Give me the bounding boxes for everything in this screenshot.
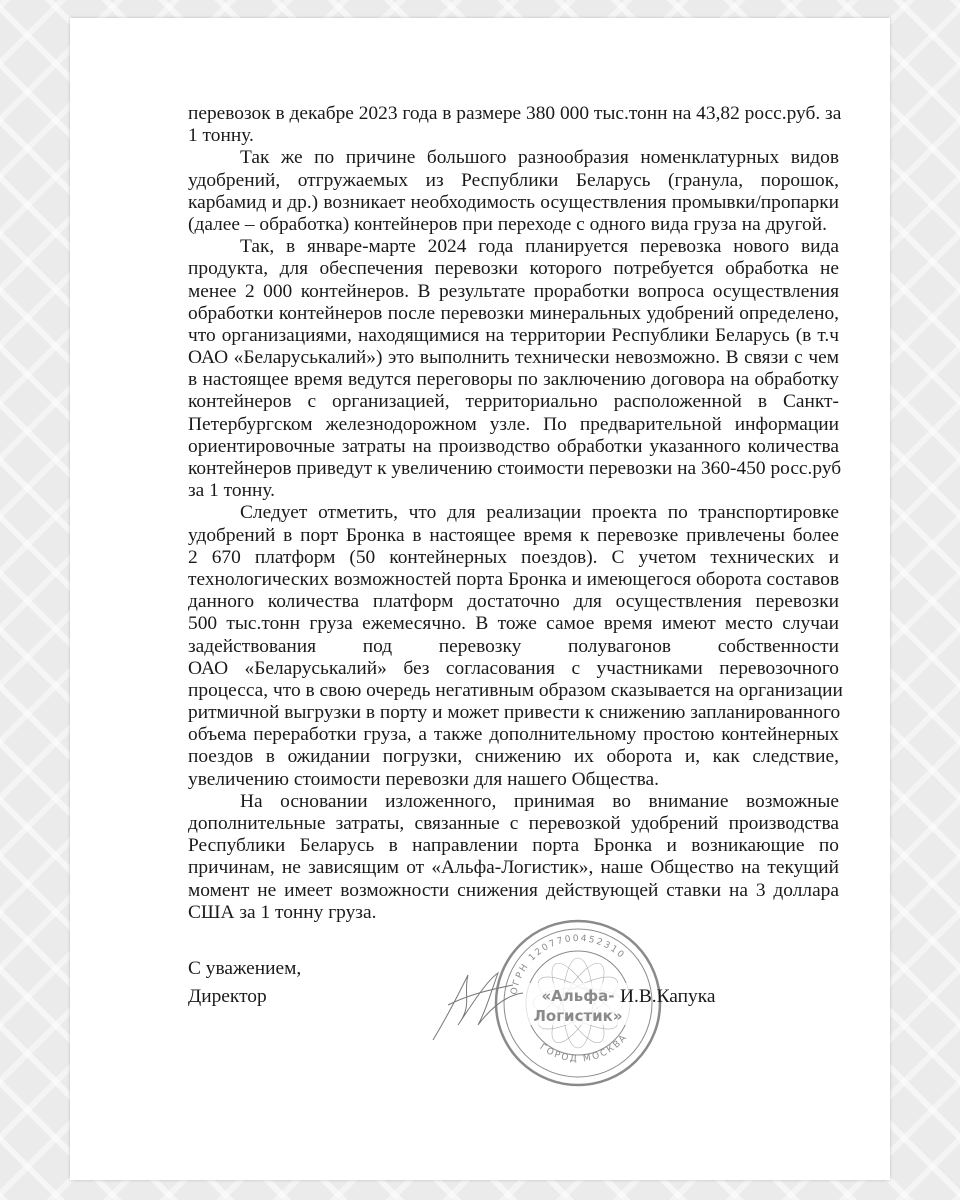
text-line: Петербургском железнодорожном узле. По предварительной информации — [188, 413, 839, 435]
text-line: Так же по причине большого разнообразия номенклатурных видов — [240, 147, 839, 169]
text-line: обработки контейнеров после перевозки минеральных удобрений определено, — [188, 302, 839, 324]
text-line: удобрений, отгружаемых из Республики Беларусь (гранула, порошок, — [188, 169, 839, 191]
text-line: объема переработки груза, а также дополнительному простою контейнерных — [188, 724, 839, 746]
text-line: 2 670 платформ (50 контейнерных поездов). С учетом технических и — [188, 546, 839, 568]
text-line: (далее – обработка) контейнеров при переходе с одного вида груза на другой. — [188, 213, 827, 235]
stamp-city: ГОРОД МОСКВА — [537, 1032, 630, 1065]
text-line: в настоящее время ведутся переговоры по заключению договора на обработку — [188, 369, 839, 391]
text-line: технологических возможностей порта Бронка и имеющегося оборота составов — [188, 568, 840, 590]
signoff-regards: С уважением, — [188, 958, 302, 979]
text-line: менее 2 000 контейнеров. В результате проработки вопроса осуществления — [188, 280, 839, 302]
text-line: ОАО «Беларуськалий» без согласования с участниками перевозочного — [188, 657, 839, 679]
text-line: контейнеров приведут к увеличению стоимости перевозки на 360-450 росс.руб — [188, 458, 842, 479]
text-line: задействования под перевозку полувагонов собственности — [188, 635, 839, 657]
text-line: поездов в ожидании погрузки, снижению их оборота и, как следствие, — [188, 746, 839, 768]
text-line: причинам, не зависящим от «Альфа-Логистик», наше Общество на текущий — [188, 857, 839, 879]
text-line: Следует отметить, что для реализации проекта по транспортировке — [240, 502, 839, 524]
text-line: за 1 тонну. — [188, 480, 275, 502]
text-line: перевозок в декабре 2023 года в размере 380 000 тыс.тонн на 43,82 росс.руб. за — [188, 103, 842, 124]
stamp-ogrn: ОГРН 1207700452310 — [509, 933, 627, 996]
signatory-name: И.В.Капука — [620, 986, 716, 1007]
text-line: данного количества платформ достаточно для осуществления перевозки — [188, 591, 839, 613]
text-line: 500 тыс.тонн груза ежемесячно. В тоже самое время имеют место случаи — [188, 613, 839, 635]
text-line: Так, в январе-марте 2024 года планируется перевозка нового вида — [240, 236, 839, 258]
text-line: ритмичной выгрузки в порту и может привести к снижению запланированного — [188, 702, 841, 724]
text-line: увеличению стоимости перевозки для нашего Общества. — [188, 768, 659, 790]
svg-text:ГОРОД МОСКВА — [538, 1032, 630, 1064]
text-line: На основании изложенного, принимая во внимание возможные — [240, 790, 839, 812]
signoff-position: Директор — [188, 986, 267, 1007]
text-line: дополнительные затраты, связанные с перевозкой удобрений производства — [188, 813, 839, 834]
text-line: продукта, для обеспечения перевозки которого потребуется обработка не — [188, 258, 839, 280]
letter-body — [188, 103, 843, 924]
stamp-line2: Логистик» — [533, 1007, 623, 1025]
signature — [428, 965, 528, 1045]
text-line: карбамид и др.) возникает необходимость осуществления промывки/пропарки — [188, 191, 839, 213]
text-line: удобрений в порт Бронка в настоящее время к перевозке привлечены более — [188, 524, 839, 546]
text-line: момент не имеет возможности снижения действующей ставки на 3 доллара — [188, 879, 839, 901]
stamp-line1: «Альфа- — [541, 987, 615, 1005]
text-line: Республики Беларусь в направлении порта Бронка и возникающие по — [188, 835, 839, 857]
text-line: процесса, что в свою очередь негативным образом сказывается на организации — [188, 679, 843, 701]
text-line: США за 1 тонну груза. — [188, 901, 377, 923]
text-line: что организациями, находящимися на территории Республики Беларусь (в т.ч — [188, 324, 839, 346]
text-line: контейнеров с организацией, территориально расположенной в Санкт- — [188, 391, 839, 413]
text-line: ориентировочные затраты на производство обработки указанного количества — [188, 435, 839, 457]
text-line: ОАО «Беларуськалий») это выполнить технически невозможно. В связи с чем — [188, 347, 839, 369]
text-line: 1 тонну. — [188, 125, 254, 147]
